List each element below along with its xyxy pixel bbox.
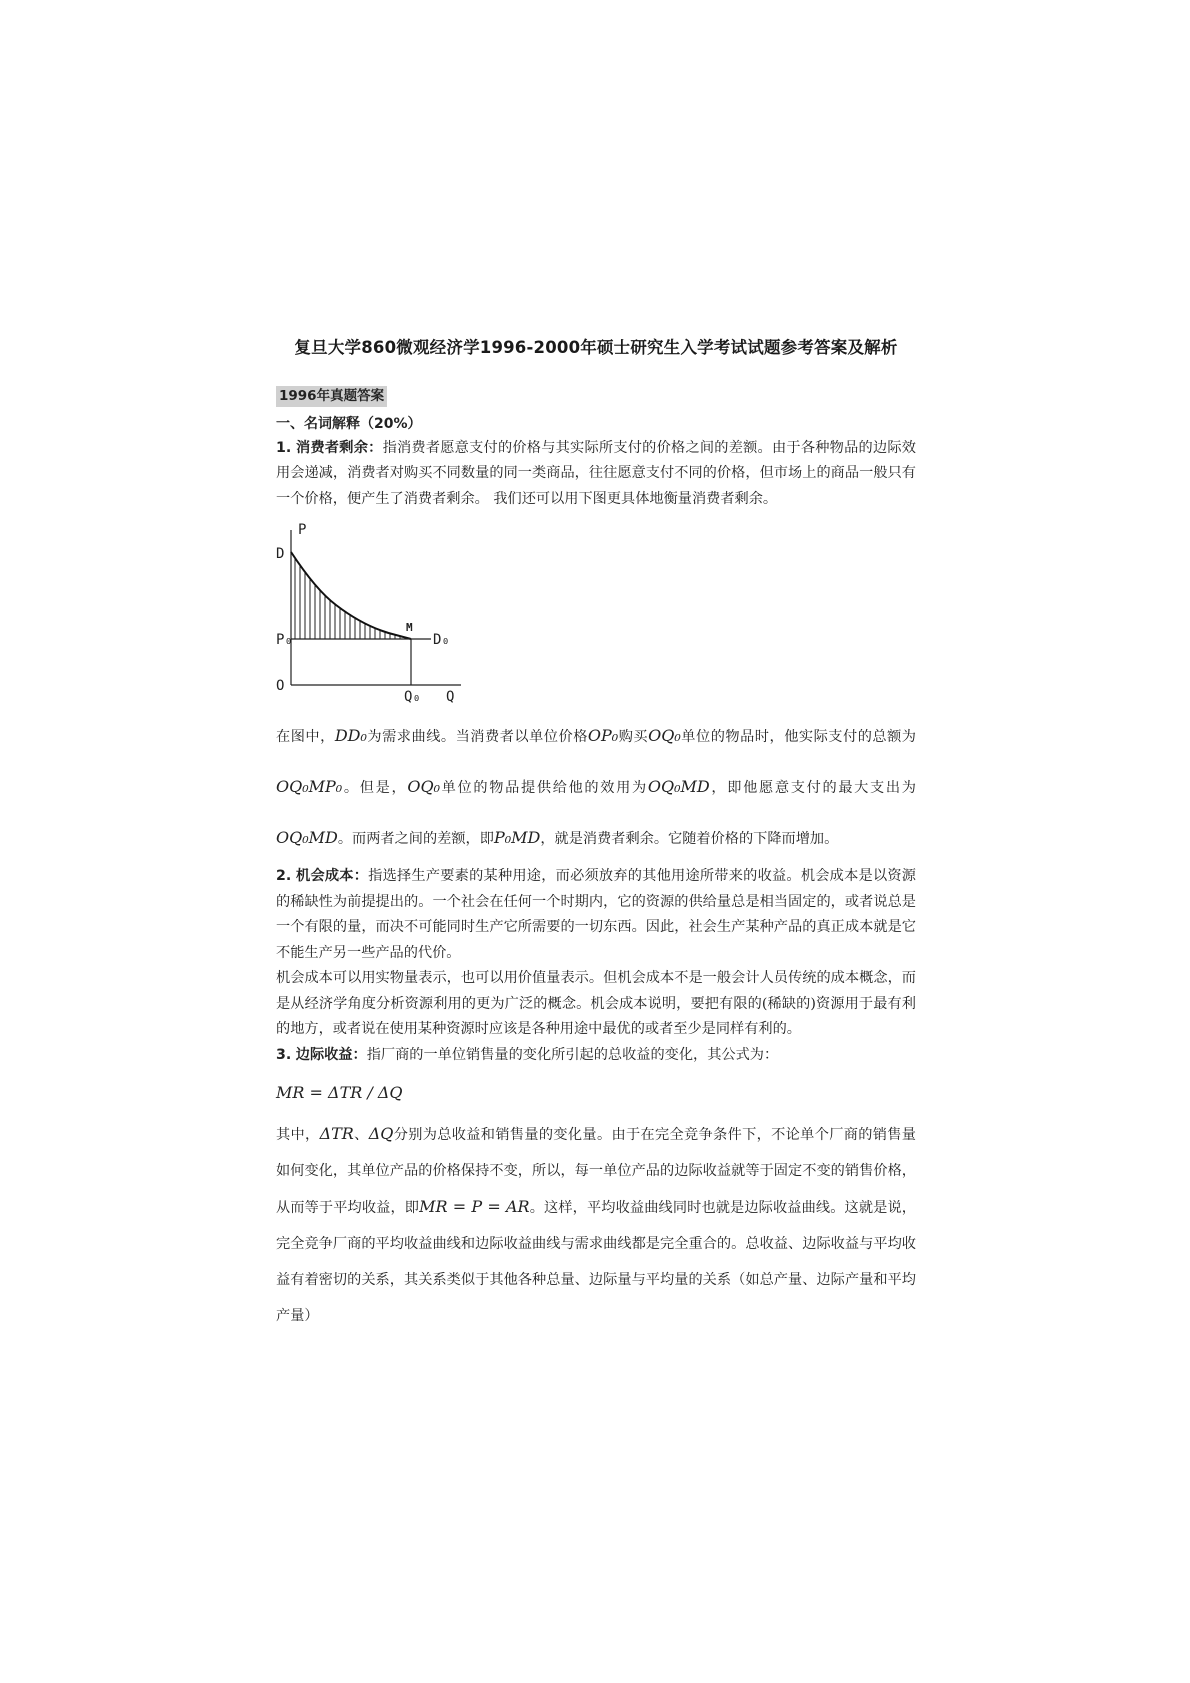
label-m: M [406,621,413,634]
document-title: 复旦大学860微观经济学1996-2000年硕士研究生入学考试试题参考答案及解析 [294,338,898,357]
item1-text: 指消费者愿意支付的价格与其实际所支付的价格之间的差额。由于各种物品的边际效用会递减，消费者对购买不同数量的同一类商品，往往愿意支付不同的价格，但市场上的商品一般只有一个价格，便产生了消费者剩余。 我们还可以用下图更具体地衡量消费者剩余。 [276,439,916,507]
explain-text-2: 为需求曲线。当消费者以单位价格 [366,729,588,745]
document-body [276,384,916,1334]
item1-term: 消费者剩余： [296,439,383,456]
math-delta-q: ΔQ [368,1123,394,1143]
math-p0md: P₀MD [493,828,541,847]
surplus-hatching [295,540,405,640]
item2-number: 2. [276,868,292,884]
item3-expl-4: 。这样，平均收益曲线同时也就是边际收益曲线。这就是说，完全竞争厂商的平均收益曲线和边际收益曲线与需求曲线都是完全重合的。总收益、边际收益与平均收益有着密切的关系，其关系类似于其他各种总量、边际量与平均量的关系（如总产量、边际产量和平均产量） [276,1199,916,1324]
label-p0: P₀ [276,632,293,648]
label-d: D [276,546,285,562]
explain-text-1: 在图中， [276,729,335,745]
item3-number: 3. [276,1046,292,1063]
math-oq0-b: OQ₀ [407,777,440,796]
item1-paragraph [276,436,916,513]
item3-explanation [276,1116,916,1334]
year-tag: 1996年真题答案 [276,386,387,407]
mr-formula: MR = ΔTR / ΔQ [276,1083,403,1102]
explain-text-4: 单位的物品时，他实际支付的总额为 [680,729,916,745]
consumer-surplus-diagram [276,520,476,705]
item3-expl-2: 、 [353,1126,369,1143]
explain-text-7: ，即他愿意支付的最大支出为 [709,780,916,796]
explain-text-8: 。而两者之间的差额，即 [337,831,494,847]
math-oq0md-b: OQ₀MD [276,828,338,847]
math-mr-p-ar: MR = P = AR [419,1196,530,1216]
demand-curve [291,552,411,639]
math-oq0mp0: OQ₀MP₀ [276,777,343,796]
item3-paragraph [276,1043,916,1069]
math-dd0: DD₀ [334,726,367,745]
section-heading: 一、名词解释（20%） [276,415,422,432]
math-op0: OP₀ [587,726,619,745]
math-oq0md: OQ₀MD [647,777,710,796]
item2-paragraph-2: 机会成本可以用实物量表示，也可以用价值量表示。但机会成本不是一般会计人员传统的成本概念，而是从经济学角度分析资源利用的更为广泛的概念。机会成本说明，要把有限的(稀缺的)资源用于最有利的地方，或者说在使用某种资源时应该是各种用途中最优的或者至少是同样有利的。 [276,970,916,1037]
explain-text-3: 购买 [618,729,649,745]
explain-text-9: ，就是消费者剩余。它随着价格的下降而增加。 [540,831,839,847]
item1-number: 1. [276,439,292,456]
item3-expl-1: 其中， [276,1126,320,1143]
label-o: O [276,678,285,694]
label-q0: Q₀ [404,689,421,705]
item2-term: 机会成本： [296,868,369,884]
explain-text-6: 单位的物品提供给他的效用为 [440,780,648,796]
label-p: P [298,522,307,538]
item2-paragraph [276,864,916,966]
item2-text: 指选择生产要素的某种用途，而必须放弃的其他用途所带来的收益。机会成本是以资源的稀缺性为前提提出的。一个社会在任何一个时期内，它的资源的供给量总是相当固定的，或者说总是一个有限的量，而决不可能同时生产它所需要的一切东西。因此，社会生产某种产品的真正成本就是它不能生产另一些产品的代价。 [276,868,916,961]
explain-text-5: 。但是， [342,780,408,796]
item3-expl-3: 分别为总收益和销售量的变化量。由于在完全竞争条件下，不论单个厂商的销售量如何变化，其单位产品的价格保持不变，所以，每一单位产品的边际收益就等于固定不变的销售价格，从而等于平均收益，即 [276,1126,916,1216]
diagram-explanation [276,711,916,864]
item3-text: 指厂商的一单位销售量的变化所引起的总收益的变化，其公式为： [366,1046,779,1063]
math-delta-tr: ΔTR [319,1123,354,1143]
item3-term: 边际收益： [295,1046,367,1063]
math-oq0: OQ₀ [648,726,681,745]
label-d0: D₀ [433,632,450,648]
label-q: Q [446,689,455,705]
